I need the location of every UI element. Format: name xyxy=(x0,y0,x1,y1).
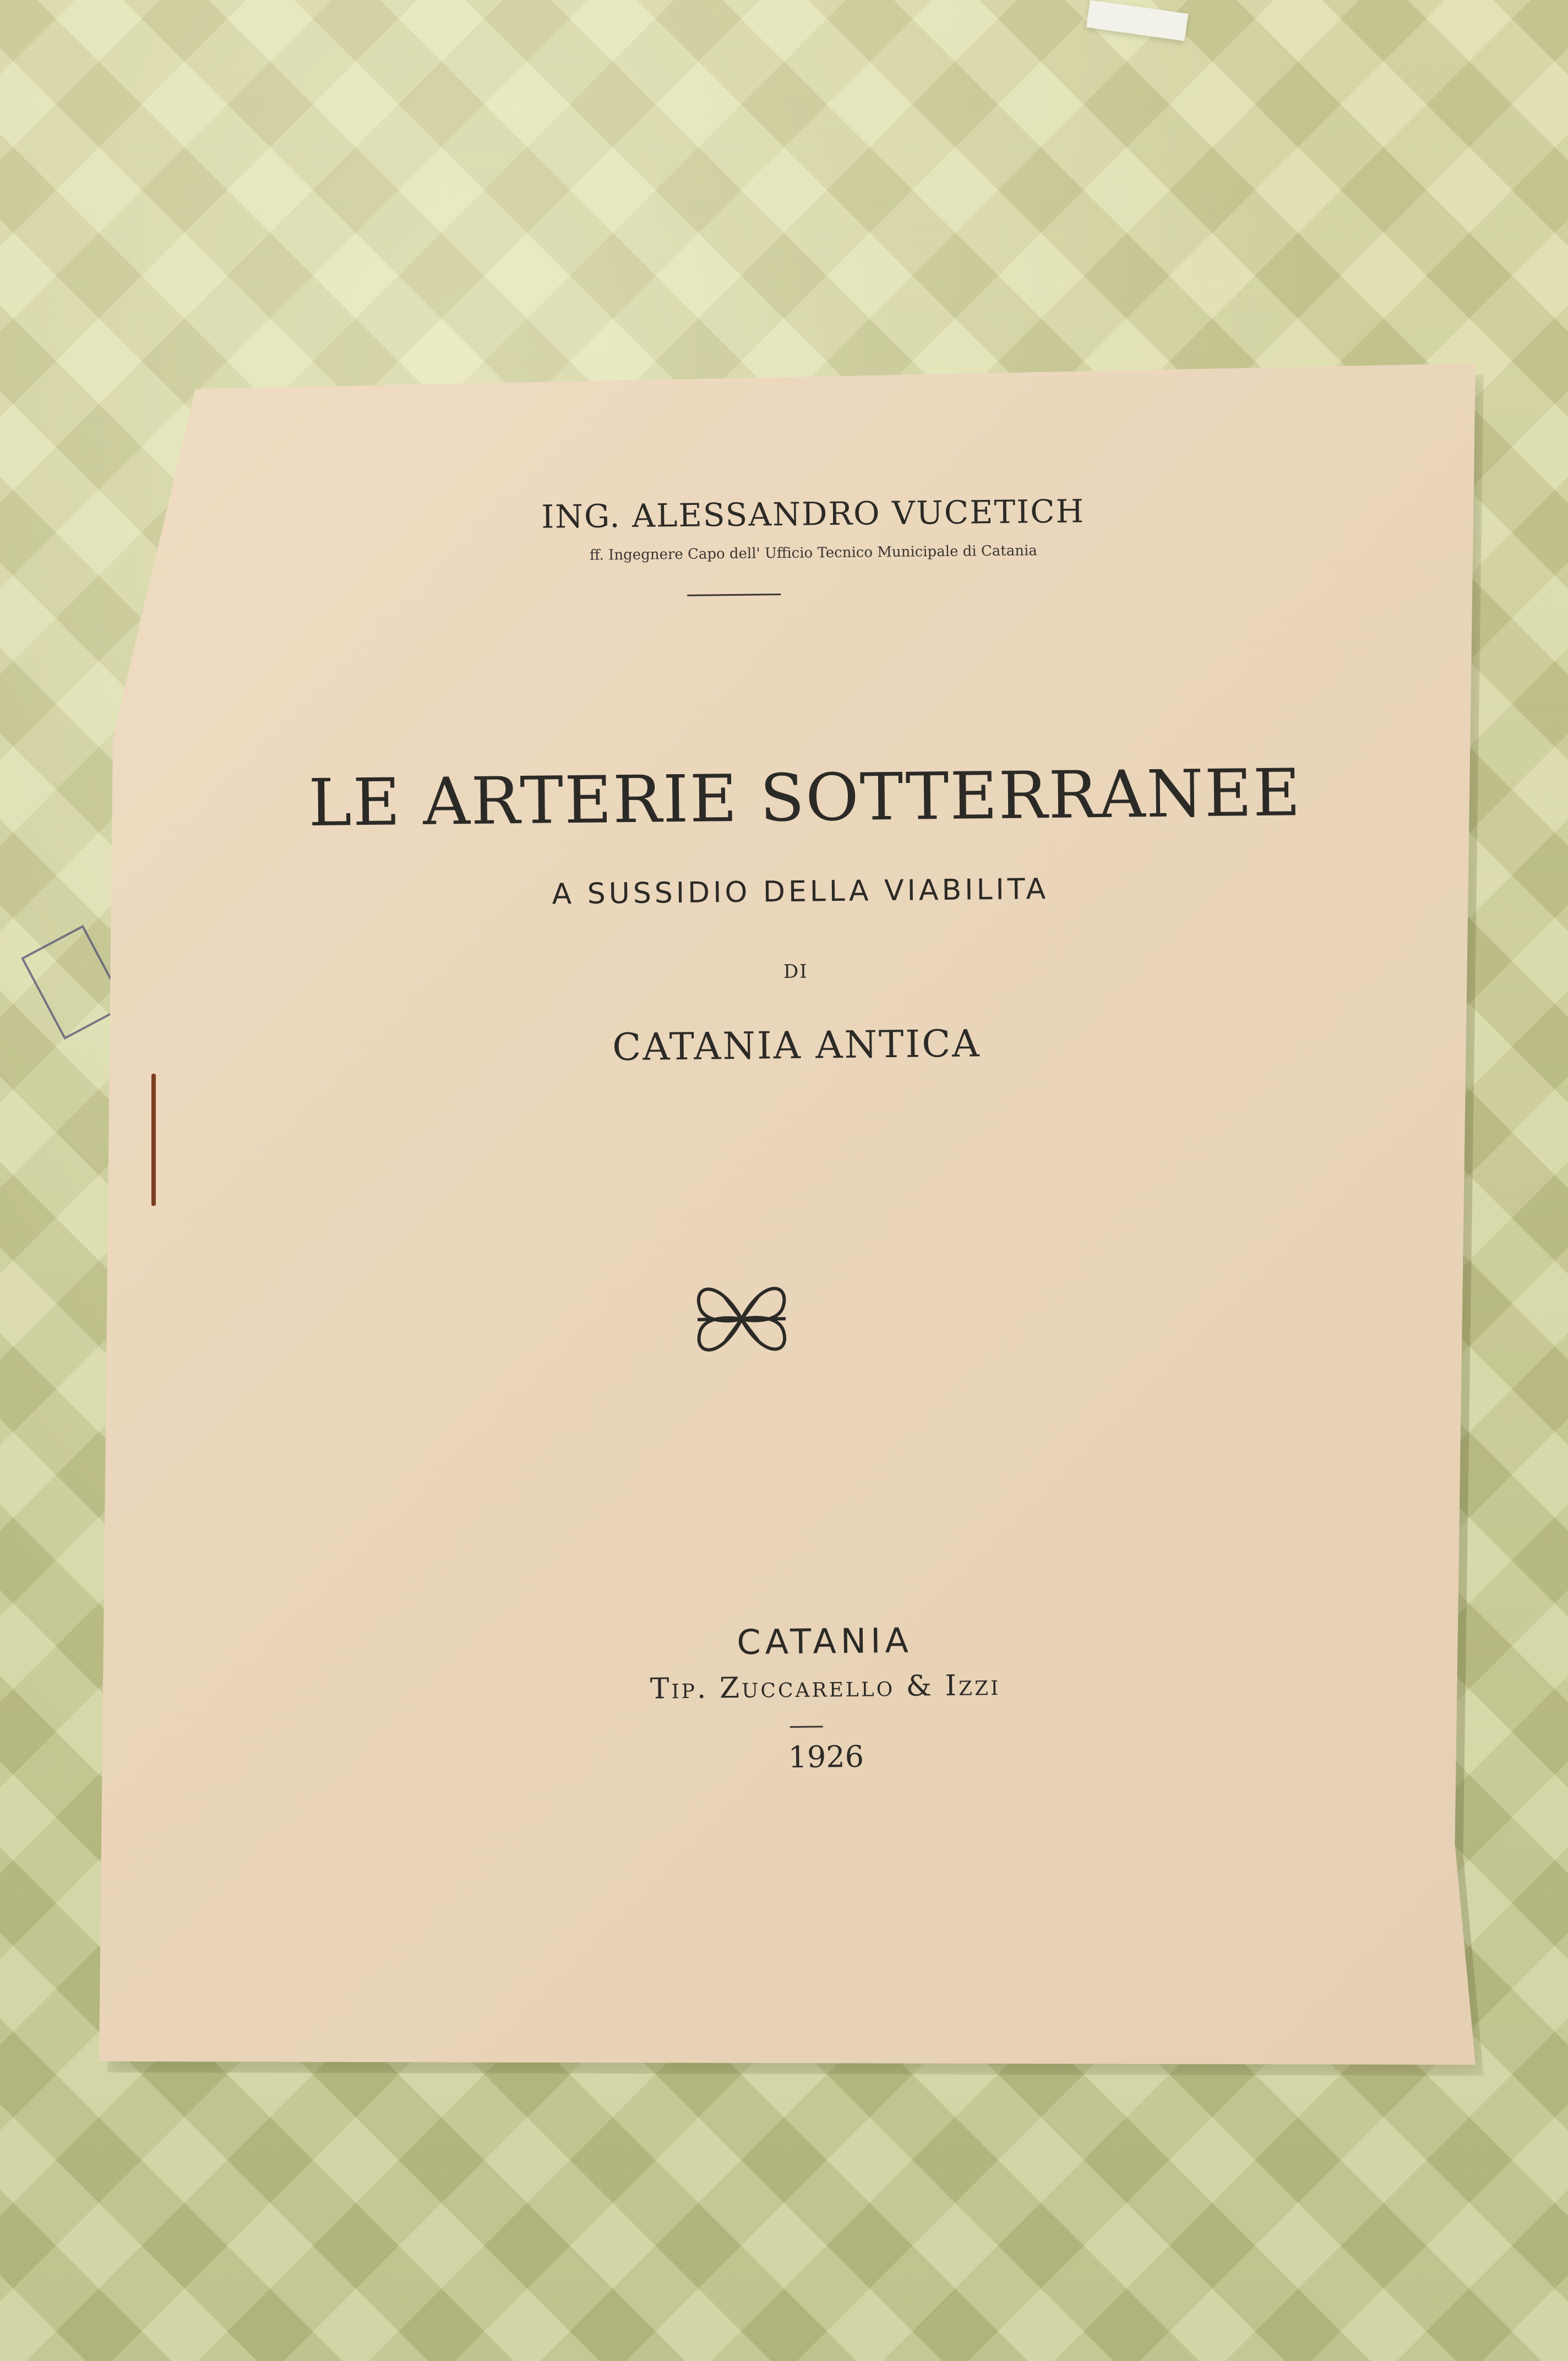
author-name: ING. ALESSANDRO VUCETICH xyxy=(541,492,1085,536)
book-subtitle: A SUSSIDIO DELLA VIABILITA xyxy=(552,872,1049,911)
imprint-year: 1926 xyxy=(788,1739,864,1775)
imprint-printer: Tip. Zuccarello & Izzi xyxy=(650,1668,1001,1706)
imprint-city: CATANIA xyxy=(737,1620,913,1662)
title-connector: DI xyxy=(783,960,808,983)
fleuron-ornament-icon xyxy=(686,1266,797,1372)
book-title: LE ARTERIE SOTTERRANEE xyxy=(308,754,1302,841)
cover-text-area xyxy=(90,356,1484,2072)
author-role: ff. Ingegnere Capo dell' Ufficio Tecnico Municipale di Catania xyxy=(589,542,1037,564)
imprint-divider xyxy=(790,1726,823,1728)
divider-rule xyxy=(687,594,781,596)
book-place-title: CATANIA ANTICA xyxy=(612,1022,981,1070)
